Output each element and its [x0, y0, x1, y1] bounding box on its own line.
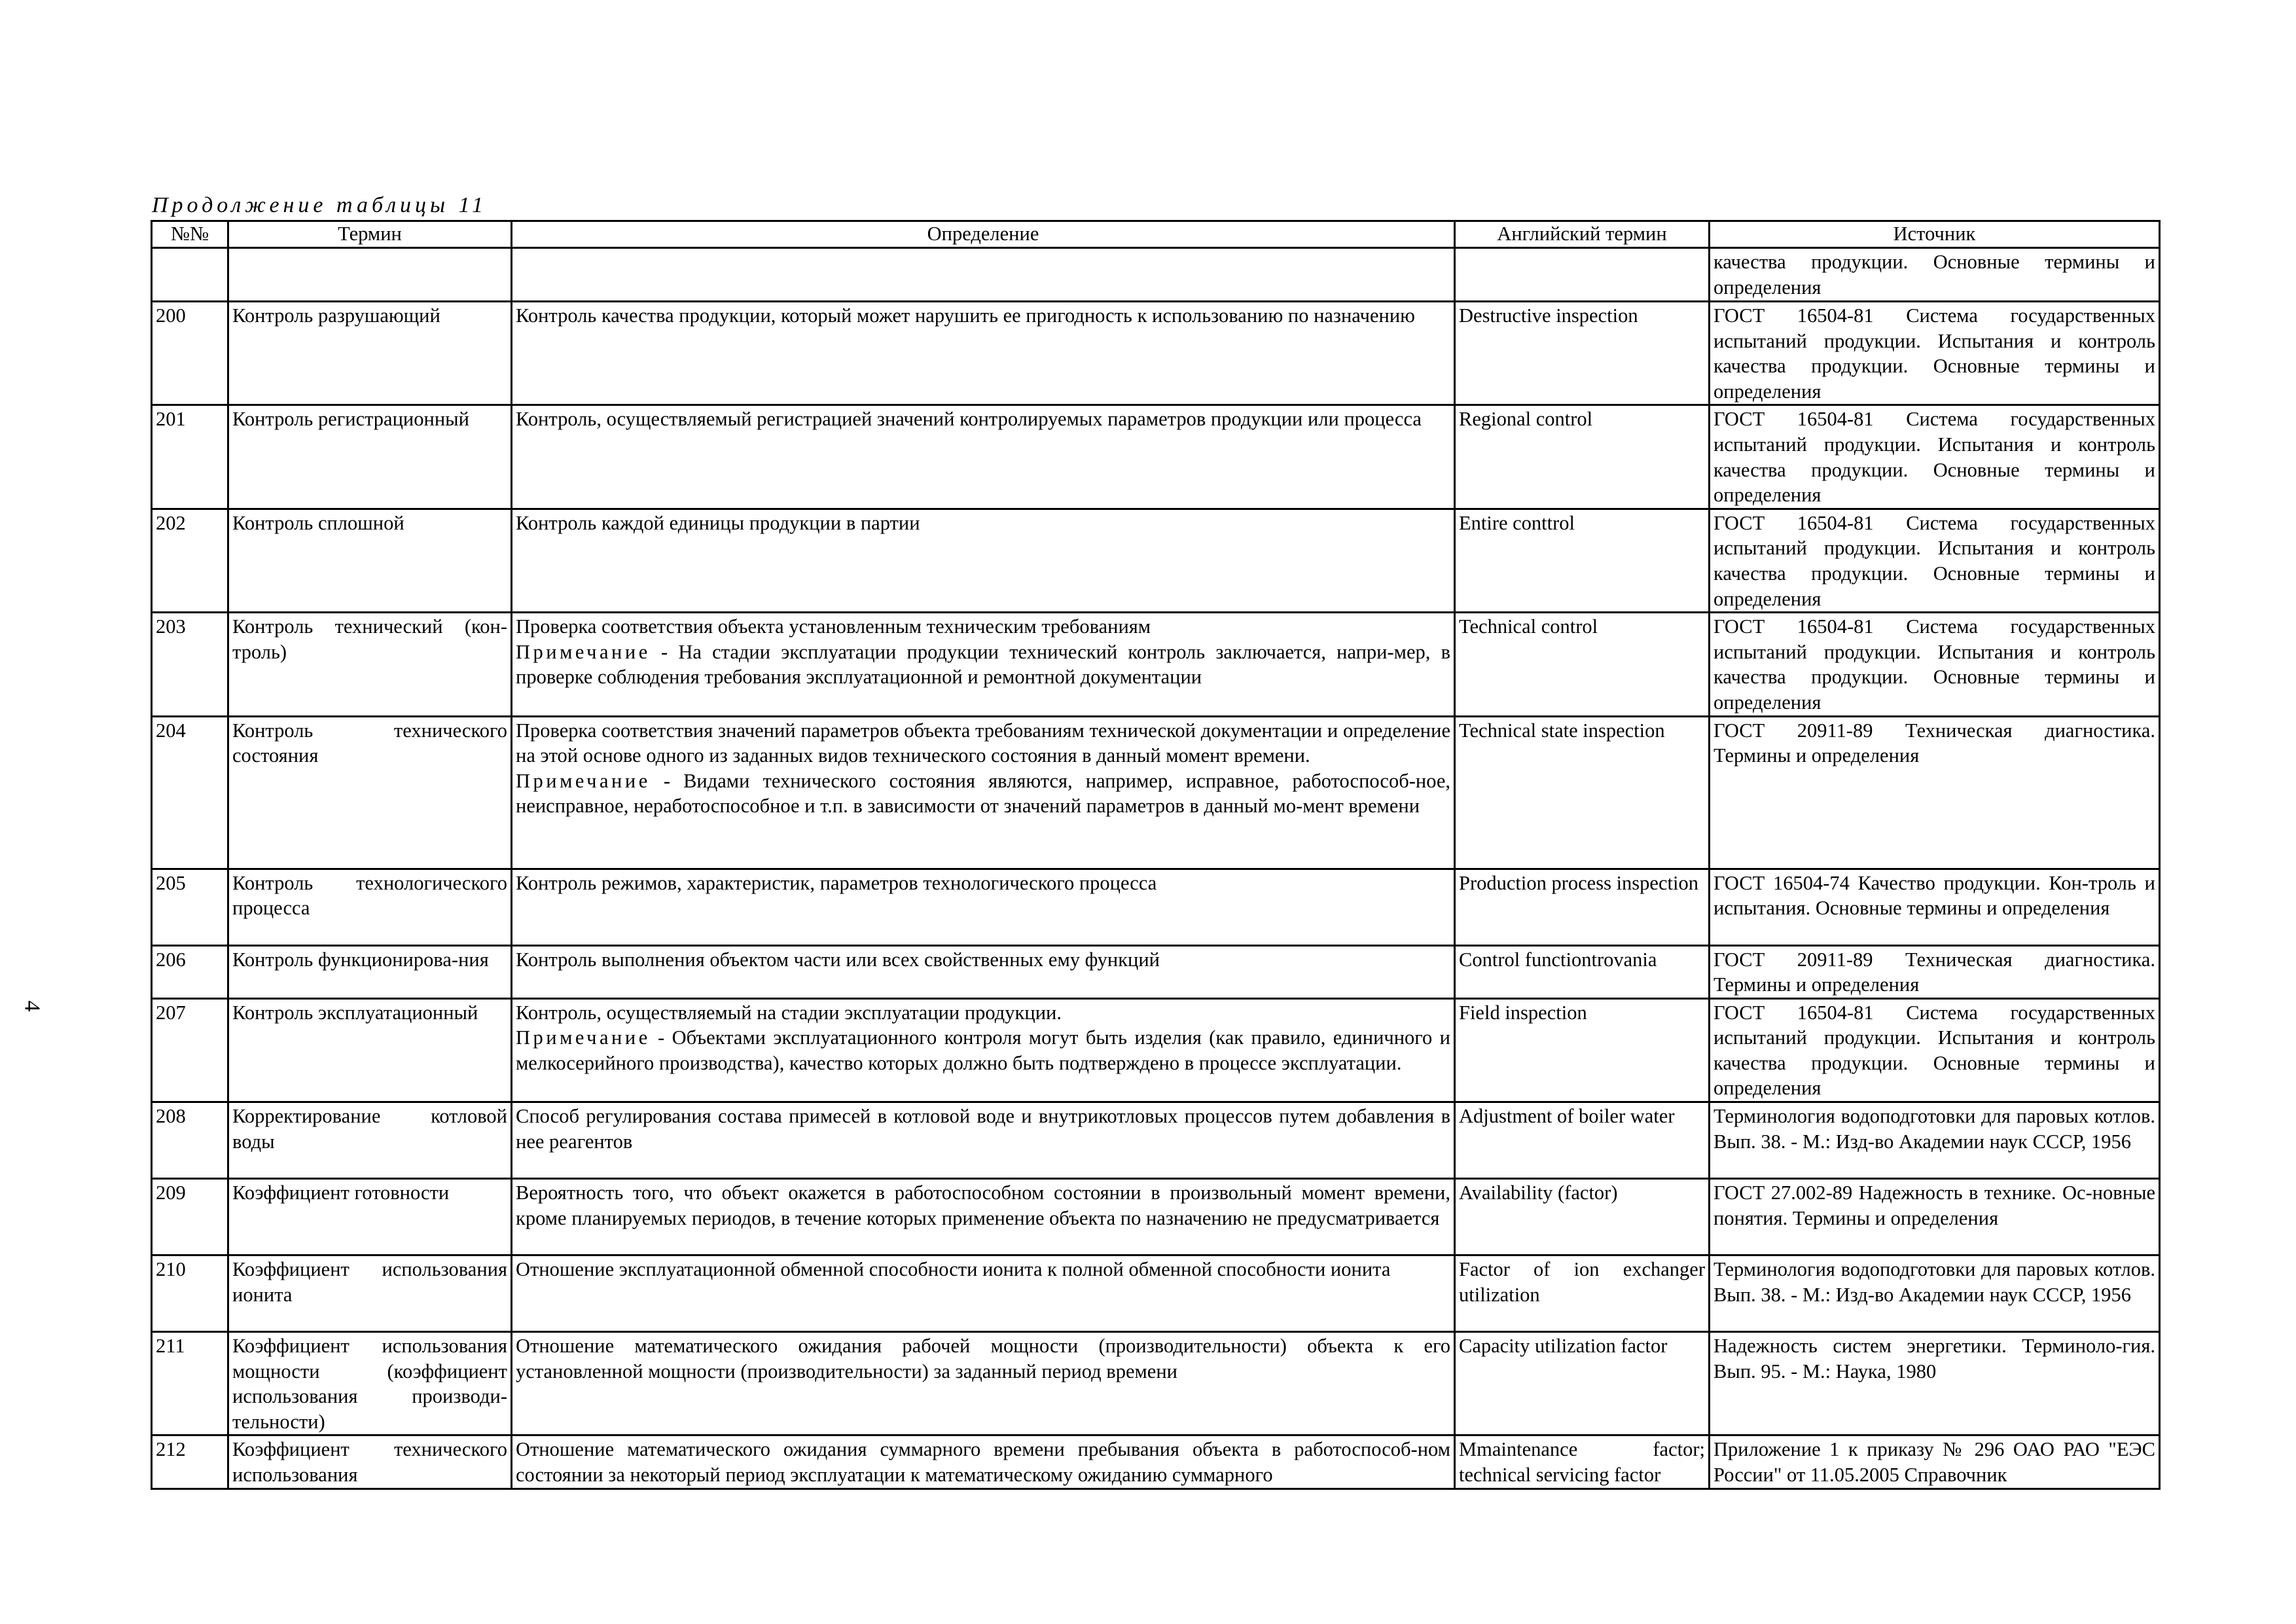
term-cell: Коэффициент технического использования [228, 1435, 512, 1489]
definition-cell [512, 1179, 1455, 1255]
definition-text: Отношение математического ожидания суммарного времени пребывания объекта в работоспособ-ном состоянии за некоторый период эксплуатации к математическому ожиданию суммарного [516, 1438, 1450, 1487]
english-term-cell: Adjustment of boiler water [1455, 1102, 1710, 1179]
definition-cell [512, 1255, 1455, 1332]
definition-text: Способ регулирования состава примесей в котловой воде и внутрикотловых процессов путем добавления в нее реагентов [516, 1105, 1450, 1153]
term-cell: Контроль сплошной [228, 509, 512, 612]
table-row [152, 1102, 2160, 1179]
term-cell: Контроль регистрационный [228, 405, 512, 509]
source-cell: ГОСТ 16504-81 Система государственных испытаний продукции. Испытания и контроль качества продукции. Основные термины и определения [1710, 509, 2160, 612]
definition-text: Контроль качества продукции, который может нарушить ее пригодность к использованию по назначению [516, 304, 1415, 327]
source-cell: ГОСТ 16504-74 Качество продукции. Кон-троль и испытания. Основные термины и определения [1710, 869, 2160, 945]
source-cell: ГОСТ 16504-81 Система государственных испытаний продукции. Испытания и контроль качества продукции. Основные термины и определения [1710, 302, 2160, 405]
source-cell: качества продукции. Основные термины и определения [1710, 248, 2160, 302]
source-cell: ГОСТ 16504-81 Система государственных испытаний продукции. Испытания и контроль качества продукции. Основные термины и определения [1710, 405, 2160, 509]
definition-note [516, 1025, 1450, 1075]
note-label: Примечание [516, 640, 651, 663]
definition-cell [512, 302, 1455, 405]
row-number [152, 248, 228, 302]
row-number: 211 [152, 1332, 228, 1435]
term-cell [228, 248, 512, 302]
term-cell: Коэффициент готовности [228, 1179, 512, 1255]
english-term-cell: Destructive inspection [1455, 302, 1710, 405]
source-cell: ГОСТ 20911-89 Техническая диагностика. Термины и определения [1710, 945, 2160, 998]
row-number: 209 [152, 1179, 228, 1255]
table-row [152, 248, 2160, 302]
english-term-cell: Availability (factor) [1455, 1179, 1710, 1255]
note-label: Примечание [516, 1026, 651, 1049]
source-cell: Надежность систем энергетики. Терминоло-гия. Вып. 95. - М.: Наука, 1980 [1710, 1332, 2160, 1435]
row-number: 203 [152, 613, 228, 716]
terms-table [151, 220, 2161, 1490]
header-num: №№ [152, 221, 228, 248]
note-text: - Видами технического состояния являются, например, исправное, работоспособ-ное, неисправное, неработоспособное и т.п. в зависимости от значений параметров в данный мо-мент времени [516, 769, 1450, 818]
page-number: 4 [20, 1000, 45, 1012]
table-row [152, 869, 2160, 945]
definition-cell [512, 1332, 1455, 1435]
table-row [152, 945, 2160, 998]
definition-text: Проверка соответствия значений параметров объекта требованиям технической документации и определение на этой основе одного из заданных видов технического состояния в данный момент времени. [516, 719, 1450, 767]
definition-text: Контроль, осуществляемый на стадии эксплуатации продукции. [516, 1001, 1062, 1024]
definition-text: Отношение эксплуатационной обменной способности ионита к полной обменной способности ионита [516, 1258, 1391, 1281]
definition-cell [512, 998, 1455, 1102]
source-cell: ГОСТ 20911-89 Техническая диагностика. Термины и определения [1710, 716, 2160, 869]
row-number: 201 [152, 405, 228, 509]
table-row [152, 613, 2160, 716]
definition-text: Проверка соответствия объекта установленным техническим требованиям [516, 615, 1151, 638]
term-cell: Контроль технический (кон-троль) [228, 613, 512, 716]
note-label: Примечание [516, 769, 651, 792]
definition-cell [512, 1102, 1455, 1179]
row-number: 200 [152, 302, 228, 405]
definition-text: Вероятность того, что объект окажется в работоспособном состоянии в произвольный момент времени, кроме планируемых периодов, в течение которых применение объекта по назначению не предусматривается [516, 1182, 1450, 1229]
source-cell: Приложение 1 к приказу № 296 ОАО РАО "ЕЭС России" от 11.05.2005 Справочник [1710, 1435, 2160, 1489]
definition-text: Контроль каждой единицы продукции в партии [516, 511, 920, 534]
english-term-cell: Mmaintenance factor; technical servicing factor [1455, 1435, 1710, 1489]
header-source: Источник [1710, 221, 2160, 248]
source-cell: ГОСТ 16504-81 Система государственных испытаний продукции. Испытания и контроль качества продукции. Основные термины и определения [1710, 998, 2160, 1102]
term-cell: Контроль разрушающий [228, 302, 512, 405]
table-row [152, 998, 2160, 1102]
definition-text: Отношение математического ожидания рабочей мощности (производительности) объекта к его установленной мощности (производительности) за заданный период времени [516, 1335, 1450, 1382]
term-cell: Контроль технического состояния [228, 716, 512, 869]
english-term-cell: Production process inspection [1455, 869, 1710, 945]
english-term-cell: Capacity utilization factor [1455, 1332, 1710, 1435]
source-cell: ГОСТ 27.002-89 Надежность в технике. Ос-новные понятия. Термины и определения [1710, 1179, 2160, 1255]
term-cell: Коэффициент использования мощности (коэффициент использования производи-тельности) [228, 1332, 512, 1435]
table-row [152, 1435, 2160, 1489]
table-header-row [152, 221, 2160, 248]
table-row [152, 509, 2160, 612]
english-term-cell: Control functiontrovania [1455, 945, 1710, 998]
definition-text: Контроль режимов, характеристик, параметров технологического процесса [516, 871, 1157, 894]
definition-cell [512, 1435, 1455, 1489]
english-term-cell: Entire conttrol [1455, 509, 1710, 612]
definition-cell [512, 869, 1455, 945]
note-text: - Объектами эксплуатационного контроля могут быть изделия (как правило, единичного и мелкосерийного производства), качество которых должно быть подтверждено в процессе эксплуатации. [516, 1026, 1450, 1074]
source-cell: ГОСТ 16504-81 Система государственных испытаний продукции. Испытания и контроль качества продукции. Основные термины и определения [1710, 613, 2160, 716]
table-row [152, 1179, 2160, 1255]
term-cell: Контроль функционирова-ния [228, 945, 512, 998]
definition-text: Контроль, осуществляемый регистрацией значений контролируемых параметров продукции или процесса [516, 408, 1422, 431]
definition-note [516, 768, 1450, 819]
row-number: 208 [152, 1102, 228, 1179]
table-row [152, 1332, 2160, 1435]
table-row [152, 405, 2160, 509]
row-number: 210 [152, 1255, 228, 1332]
english-term-cell: Technical state inspection [1455, 716, 1710, 869]
row-number: 207 [152, 998, 228, 1102]
definition-cell [512, 248, 1455, 302]
definition-cell [512, 613, 1455, 716]
row-number: 206 [152, 945, 228, 998]
header-english-term: Английский термин [1455, 221, 1710, 248]
definition-cell [512, 509, 1455, 612]
definition-note [516, 640, 1450, 690]
header-term: Термин [228, 221, 512, 248]
definition-cell [512, 405, 1455, 509]
table-row [152, 302, 2160, 405]
term-cell: Контроль технологического процесса [228, 869, 512, 945]
table-row [152, 1255, 2160, 1332]
source-cell: Терминология водоподготовки для паровых котлов. Вып. 38. - М.: Изд-во Академии наук СССР, 1956 [1710, 1255, 2160, 1332]
table-caption: Продолжение таблицы 11 [152, 193, 488, 217]
english-term-cell [1455, 248, 1710, 302]
note-text: - На стадии эксплуатации продукции технический контроль заключается, напри-мер, в проверке соблюдения требования эксплуатационной и ремонтной документации [516, 640, 1450, 689]
row-number: 212 [152, 1435, 228, 1489]
definition-cell [512, 716, 1455, 869]
row-number: 204 [152, 716, 228, 869]
header-definition: Определение [512, 221, 1455, 248]
row-number: 205 [152, 869, 228, 945]
definition-text: Контроль выполнения объектом части или всех свойственных ему функций [516, 948, 1160, 971]
english-term-cell: Technical control [1455, 613, 1710, 716]
term-cell: Контроль эксплуатационный [228, 998, 512, 1102]
english-term-cell: Factor of ion exchanger utilization [1455, 1255, 1710, 1332]
english-term-cell: Regional control [1455, 405, 1710, 509]
source-cell: Терминология водоподготовки для паровых котлов. Вып. 38. - М.: Изд-во Академии наук СССР, 1956 [1710, 1102, 2160, 1179]
definition-cell [512, 945, 1455, 998]
term-cell: Корректирование котловой воды [228, 1102, 512, 1179]
term-cell: Коэффициент использования ионита [228, 1255, 512, 1332]
english-term-cell: Field inspection [1455, 998, 1710, 1102]
row-number: 202 [152, 509, 228, 612]
table-row [152, 716, 2160, 869]
